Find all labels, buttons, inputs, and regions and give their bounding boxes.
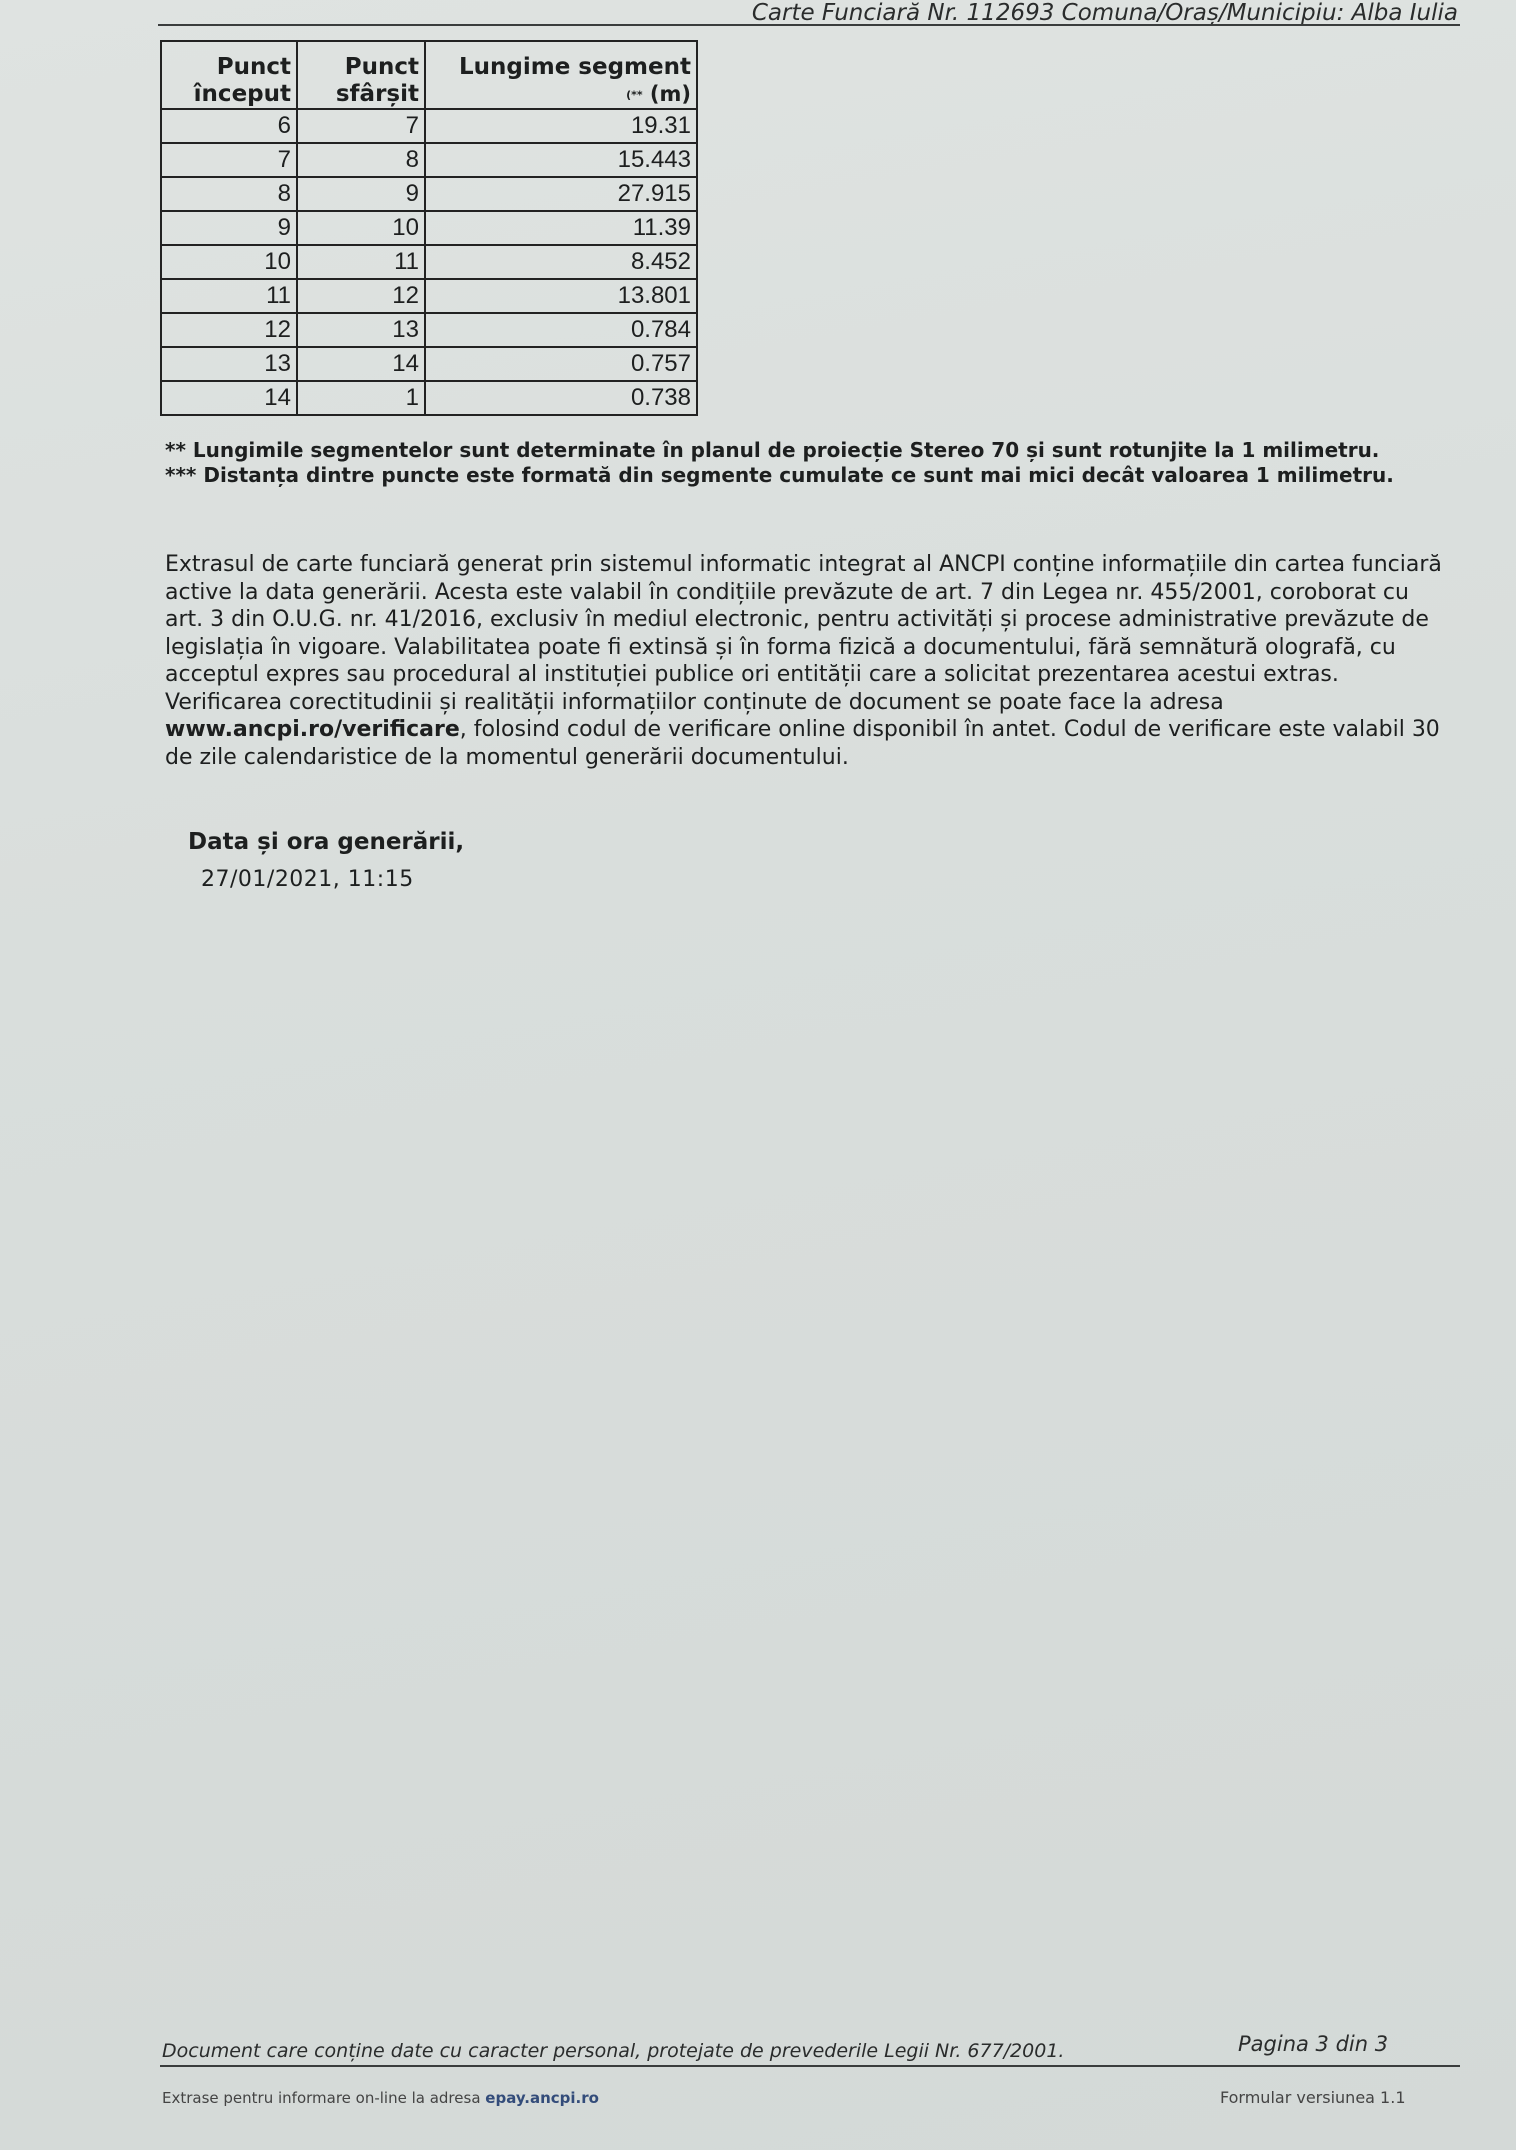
cell-start: 13 — [161, 347, 297, 381]
cell-start: 7 — [161, 143, 297, 177]
header-segment-length: Lungime segment (** (m) — [425, 41, 697, 109]
cell-length: 13.801 — [425, 279, 697, 313]
cell-end: 11 — [297, 245, 425, 279]
table-row — [161, 347, 697, 381]
cell-end: 8 — [297, 143, 425, 177]
page-number: Pagina 3 din 3 — [1238, 2032, 1389, 2056]
table-row — [161, 143, 697, 177]
cell-length: 11.39 — [425, 211, 697, 245]
footnote-rounding: ** Lungimile segmentelor sunt determinate în planul de proiecție Stereo 70 și sunt rotunjite la 1 milimetru. — [165, 438, 1380, 462]
validity-paragraph: Extrasul de carte funciară generat prin sistemul informatic integrat al ANCPI conține informațiile din cartea funciară active la data generării. Acesta este valabil în condițiile prevăzute de art. 7 din Legea nr. 455/2001, coroborat cu art. 3 din O.U.G. nr. 41/2016, exclusiv în mediul electronic, pentru activități și procese administrative prevăzute de legislația în vigoare. Valabilitatea poate fi extinsă și în forma fizică a documentului, fără semnătură olografă, cu acceptul expres sau procedural al instituției publice ori entității care a solicitat prezentarea acestui extras. — [165, 552, 1442, 687]
cell-start: 11 — [161, 279, 297, 313]
verification-paragraph: Verificarea corectitudinii și realității informațiilor conținute de document se poate face la adresa www.ancpi.ro/verificare, folosind codul de verificare online disponibil în antet. Codul de verificare este valabil 30 de zile calendaristice de la momentul generării documentului. — [165, 689, 1440, 770]
cell-length: 15.443 — [425, 143, 697, 177]
cell-length: 8.452 — [425, 245, 697, 279]
source-note: Extrase pentru informare on-line la adresa epay.ancpi.ro — [162, 2089, 599, 2107]
cell-start: 9 — [161, 211, 297, 245]
cell-start: 14 — [161, 381, 297, 415]
document-header-title: Carte Funciară Nr. 112693 Comuna/Oraș/Municipiu: Alba Iulia — [751, 0, 1458, 26]
cell-start: 12 — [161, 313, 297, 347]
verification-link[interactable]: www.ancpi.ro/verificare — [165, 717, 460, 742]
generation-datetime: 27/01/2021, 11:15 — [201, 867, 414, 892]
cell-end: 14 — [297, 347, 425, 381]
cell-start: 10 — [161, 245, 297, 279]
generation-label: Data și ora generării, — [188, 829, 465, 855]
header-start-point: Punct început — [161, 41, 297, 109]
header-end-point: Punct sfârșit — [297, 41, 425, 109]
table-header-row — [161, 41, 697, 109]
cell-length: 0.738 — [425, 381, 697, 415]
footer-divider — [160, 2065, 1460, 2067]
legal-text — [165, 551, 1445, 771]
table-row — [161, 381, 697, 415]
table-row — [161, 245, 697, 279]
epay-link[interactable]: epay.ancpi.ro — [485, 2089, 599, 2107]
header-divider — [158, 24, 1460, 26]
cell-length: 0.784 — [425, 313, 697, 347]
table-footnotes — [165, 438, 1394, 488]
cell-end: 9 — [297, 177, 425, 211]
personal-data-disclaimer: Document care conține date cu caracter personal, protejate de prevederile Legii Nr. 677/2001. — [162, 2040, 1065, 2062]
cell-length: 27.915 — [425, 177, 697, 211]
table-row — [161, 109, 697, 143]
footnote-cumulated-segments: *** Distanța dintre puncte este formată din segmente cumulate ce sunt mai mici decât valoarea 1 milimetru. — [165, 463, 1394, 487]
cell-end: 13 — [297, 313, 425, 347]
cell-length: 0.757 — [425, 347, 697, 381]
cell-start: 8 — [161, 177, 297, 211]
table-row — [161, 211, 697, 245]
cell-end: 7 — [297, 109, 425, 143]
table-row — [161, 177, 697, 211]
segments-table — [160, 40, 698, 416]
table-row — [161, 313, 697, 347]
cell-length: 19.31 — [425, 109, 697, 143]
table-row — [161, 279, 697, 313]
cell-start: 6 — [161, 109, 297, 143]
form-version: Formular versiunea 1.1 — [1220, 2088, 1406, 2107]
cell-end: 10 — [297, 211, 425, 245]
cell-end: 12 — [297, 279, 425, 313]
cell-end: 1 — [297, 381, 425, 415]
